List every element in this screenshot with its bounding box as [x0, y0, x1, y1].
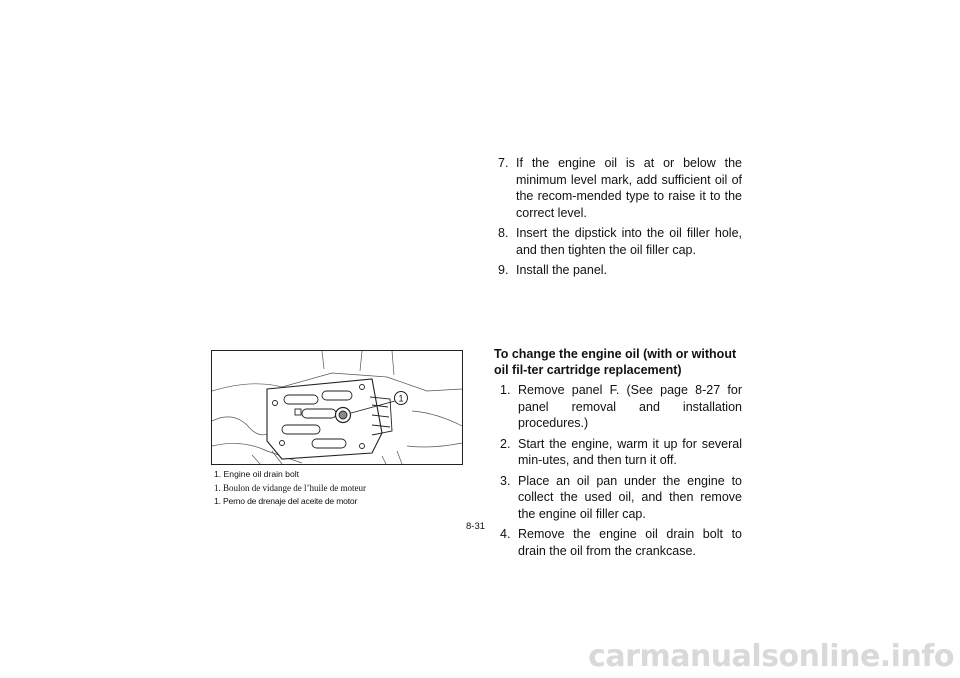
watermark: carmanualsonline.info [588, 639, 954, 674]
caption-spanish: 1. Perno de drenaje del aceite de motor [214, 496, 358, 506]
step-8 [494, 225, 742, 258]
step-3 [494, 473, 742, 523]
step-2 [494, 436, 742, 469]
step-text: Place an oil pan under the engine to collect the used oil, and then remove the engine oil filler cap. [518, 473, 742, 521]
step-text: Insert the dipstick into the oil filler hole, and then tighten the oil filler cap. [516, 226, 742, 257]
caption-french: 1. Boulon de vidange de l’huile de moteur [214, 482, 366, 493]
page-number: 8-31 [466, 521, 486, 532]
step-number: 3. [500, 473, 511, 488]
callout-number: 1 [398, 393, 404, 404]
step-number: 7. [498, 156, 509, 170]
steps-top-column [494, 155, 742, 283]
step-text: Remove the engine oil drain bolt to drain the oil from the crankcase. [518, 527, 742, 558]
caption-english: 1. Engine oil drain bolt [214, 469, 300, 479]
step-text: Install the panel. [516, 263, 608, 277]
step-text: Start the engine, warm it up for several min-utes, and then turn it off. [518, 436, 742, 467]
steps-top-list [494, 155, 742, 279]
engine-drain-bolt-illustration [211, 350, 463, 465]
oil-change-steps [494, 382, 742, 559]
step-number: 1. [500, 383, 511, 397]
step-text: Remove panel F. (See page 8-27 for panel removal and installation procedures.) [518, 383, 742, 430]
section-heading: To change the engine oil (with or without oil fil-ter cartridge replacement) [494, 347, 737, 377]
step-number: 2. [500, 436, 511, 451]
illustration-drawing [212, 351, 462, 464]
step-text: If the engine oil is at or below the minimum level mark, add sufficient oil of the recom-mended type to raise it to the correct level. [516, 156, 742, 220]
oil-change-section [494, 346, 742, 563]
step-1 [494, 382, 742, 432]
step-number: 9. [498, 263, 509, 277]
step-4 [494, 526, 742, 559]
step-9 [494, 262, 742, 279]
figure-captions [214, 468, 474, 509]
step-number: 8. [498, 226, 509, 240]
step-number: 4. [500, 527, 511, 541]
step-7 [494, 155, 742, 221]
